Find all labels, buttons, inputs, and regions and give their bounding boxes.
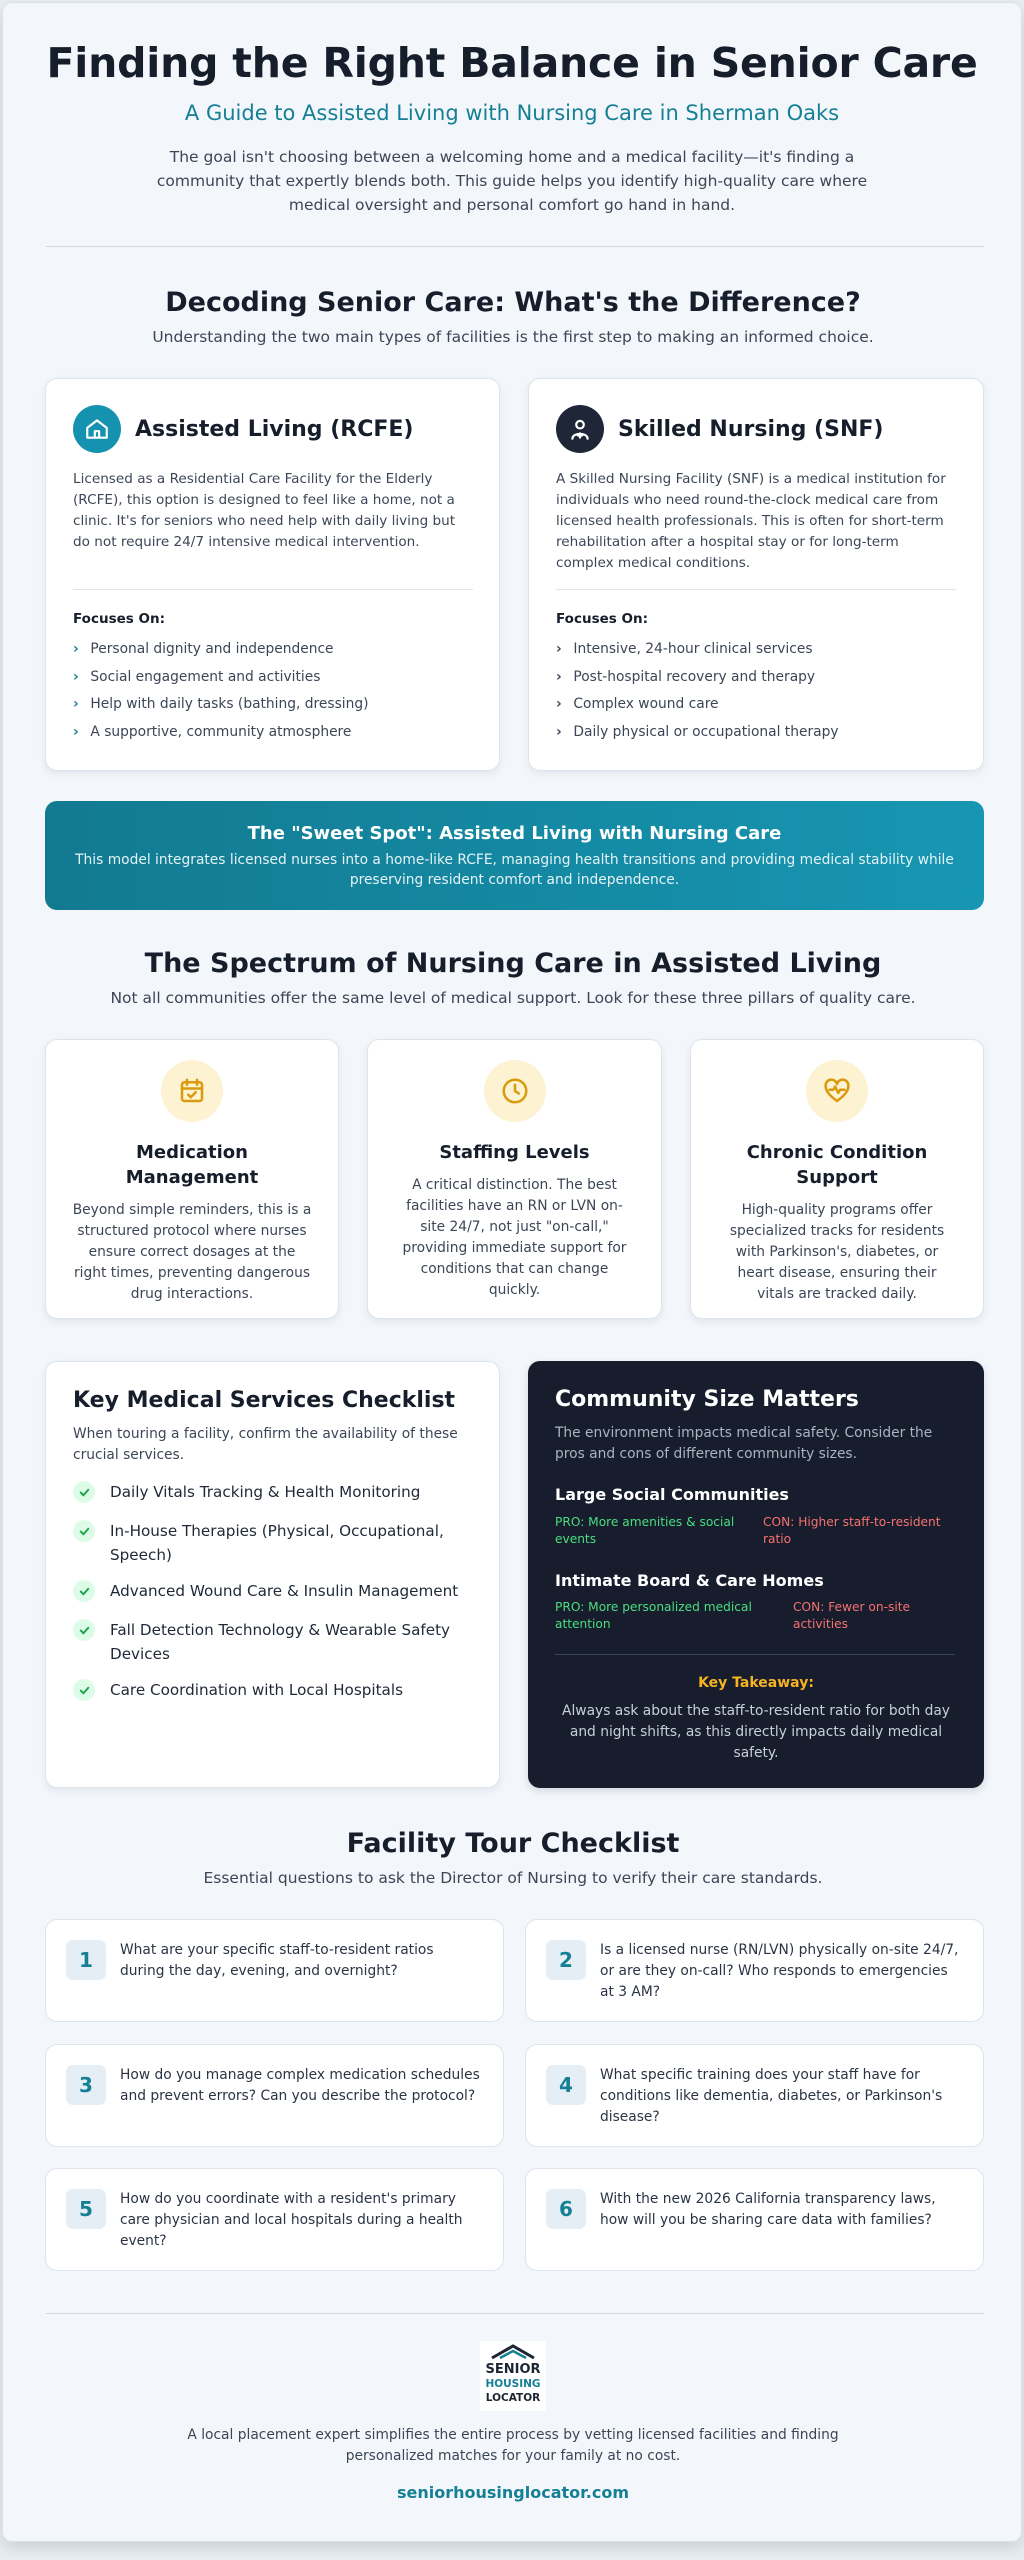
focus-list (73, 641, 369, 751)
svg-text:HOUSING: HOUSING (485, 2378, 541, 2390)
page-title: Finding the Right Balance in Senior Care (46, 39, 978, 87)
check-icon (73, 1619, 95, 1641)
question-text: How do you coordinate with a resident's primary care physician and local hospitals during a health event? (120, 2191, 463, 2249)
list-item: › Daily physical or occupational therapy (556, 723, 839, 740)
community-subtitle: The environment impacts medical safety. Consider the pros and cons of different community sizes. (555, 1425, 933, 1462)
list-item: Daily Vitals Tracking & Health Monitoring (73, 1480, 483, 1519)
assisted-living-description: Licensed as a Residential Care Facility for the Elderly (RCFE), this option is designed to feel like a home, not a clinic. It's for seniors who need help with daily living but do not require 24/7 intensive medical intervention. (73, 471, 456, 550)
divider (46, 2313, 984, 2314)
banner-description: This model integrates licensed nurses into a home-like RCFE, managing health transitions and providing medical stability while preserving resident comfort and independence. (75, 852, 954, 888)
checklist-subtitle: When touring a facility, confirm the availability of these crucial services. (73, 1426, 458, 1463)
banner-title: The "Sweet Spot": Assisted Living with Nursing Care (247, 823, 782, 844)
list-item: Advanced Wound Care & Insulin Management (73, 1579, 483, 1618)
home-icon (73, 405, 121, 453)
divider (73, 589, 473, 590)
chevron-right-icon: › (556, 723, 562, 740)
decoding-subtitle: Understanding the two main types of facilities is the first step to making an informed choice. (152, 328, 874, 346)
check-icon (73, 1679, 95, 1701)
list-item: › Post-hospital recovery and therapy (556, 668, 816, 685)
focus-label: Focuses On: (556, 611, 648, 627)
question-number: 5 (66, 2189, 106, 2229)
spectrum-title: The Spectrum of Nursing Care in Assisted Living (144, 948, 882, 979)
assisted-living-card (45, 378, 500, 771)
question-card (45, 2168, 504, 2271)
svg-text:LOCATOR: LOCATOR (485, 2392, 541, 2404)
list-item: › Social engagement and activities (73, 668, 321, 685)
tour-title: Facility Tour Checklist (346, 1828, 680, 1859)
check-icon (73, 1580, 95, 1602)
question-number: 3 (66, 2065, 106, 2105)
question-number: 4 (546, 2065, 586, 2105)
skilled-nursing-card (528, 378, 984, 771)
question-card (525, 2044, 984, 2147)
key-takeaway-label: Key Takeaway: (698, 1675, 814, 1691)
key-takeaway-text: Always ask about the staff-to-resident ratio for both day and night shifts, as this directly impacts daily medical safety. (562, 1703, 950, 1761)
question-text: Is a licensed nurse (RN/LVN) physically on-site 24/7, or are they on-call? Who responds to emergencies at 3 AM? (600, 1942, 959, 2000)
divider (555, 1654, 955, 1655)
chevron-right-icon: › (556, 641, 562, 657)
chevron-right-icon: › (73, 696, 79, 712)
pillar-description: A critical distinction. The best facilities have an RN or LVN on-site 24/7, not just "on-call," providing immediate support for conditions that can change quickly. (402, 1177, 627, 1298)
question-number: 2 (546, 1940, 586, 1980)
question-text: What specific training does your staff have for conditions like dementia, diabetes, or Parkinson's disease? (600, 2067, 943, 2125)
focus-list (556, 641, 839, 751)
pillar-card (690, 1039, 984, 1319)
chevron-right-icon: › (73, 723, 79, 740)
small-community-con: CON: Fewer on-site activities (793, 1600, 910, 1631)
senior-housing-locator-logo[interactable] (480, 2341, 546, 2411)
heart-pulse-icon (806, 1060, 868, 1122)
chevron-right-icon: › (73, 668, 79, 685)
question-number: 1 (66, 1940, 106, 1980)
footer (3, 2425, 1022, 2502)
tour-subtitle: Essential questions to ask the Director of Nursing to verify their care standards. (203, 1869, 823, 1887)
question-text: With the new 2026 California transparency laws, how will you be sharing care data with families? (600, 2191, 936, 2228)
chevron-right-icon: › (73, 641, 79, 657)
list-item: › A supportive, community atmosphere (73, 723, 352, 740)
calendar-check-icon (161, 1060, 223, 1122)
list-item: Care Coordination with Local Hospitals (73, 1678, 483, 1717)
page-intro: The goal isn't choosing between a welcoming home and a medical facility—it's finding a community that expertly blends both. This guide helps you identify high-quality care where medical oversight and personal comfort go hand in hand. (156, 148, 868, 214)
chevron-right-icon: › (556, 668, 562, 685)
question-card (45, 1919, 504, 2022)
checklist-items (73, 1480, 483, 1717)
small-community-pro: PRO: More personalized medical attention (555, 1600, 752, 1631)
footer-description: A local placement expert simplifies the entire process by vetting licensed facilities and finding personalized matches for your family at no cost. (187, 2427, 839, 2464)
nurse-icon (556, 405, 604, 453)
community-title: Community Size Matters (555, 1387, 859, 1412)
pillar-card (45, 1039, 339, 1319)
small-community-heading: Intimate Board & Care Homes (555, 1571, 824, 1590)
list-item: › Help with daily tasks (bathing, dressing) (73, 696, 369, 712)
focus-label: Focuses On: (73, 611, 165, 627)
large-community-con: CON: Higher staff-to-resident ratio (763, 1515, 941, 1546)
list-item: Fall Detection Technology & Wearable Safety Devices (73, 1618, 483, 1678)
skilled-nursing-title: Skilled Nursing (SNF) (618, 416, 884, 442)
chevron-right-icon: › (556, 696, 562, 712)
sweet-spot-banner (45, 801, 984, 910)
question-number: 6 (546, 2189, 586, 2229)
header (3, 3, 1021, 217)
website-link[interactable]: seniorhousinglocator.com (397, 2483, 629, 2502)
large-community-pro: PRO: More amenities & social events (555, 1515, 735, 1546)
checklist-title: Key Medical Services Checklist (73, 1388, 456, 1413)
list-item: › Personal dignity and independence (73, 641, 334, 657)
large-community-heading: Large Social Communities (555, 1485, 789, 1504)
divider (556, 589, 956, 590)
divider (46, 246, 984, 247)
medical-services-checklist (45, 1361, 500, 1788)
question-card (525, 1919, 984, 2022)
page-subtitle: A Guide to Assisted Living with Nursing Care in Sherman Oaks (184, 101, 840, 125)
clock-icon (484, 1060, 546, 1122)
list-item: › Complex wound care (556, 696, 719, 712)
check-icon (73, 1520, 95, 1542)
skilled-nursing-description: A Skilled Nursing Facility (SNF) is a medical institution for individuals who need round-the-clock medical care from licensed health professionals. This is often for short-term rehabilitation after a hospital stay or for long-term complex medical conditions. (556, 471, 946, 571)
pillar-title: Chronic Condition Support (746, 1142, 928, 1188)
question-card (45, 2044, 504, 2147)
decoding-title: Decoding Senior Care: What's the Difference? (165, 287, 861, 318)
pillar-description: Beyond simple reminders, this is a structured protocol where nurses ensure correct dosages at the right times, preventing dangerous drug interactions. (72, 1202, 312, 1302)
question-text: How do you manage complex medication schedules and prevent errors? Can you describe the protocol? (120, 2067, 480, 2104)
list-item: In-House Therapies (Physical, Occupational, Speech) (73, 1519, 483, 1579)
pillar-title: Medication Management (125, 1142, 259, 1188)
svg-text:SENIOR: SENIOR (485, 2362, 541, 2377)
list-item: › Intensive, 24-hour clinical services (556, 641, 813, 657)
assisted-living-title: Assisted Living (RCFE) (135, 416, 414, 442)
page (2, 2, 1022, 2542)
pillar-card (367, 1039, 662, 1319)
pillar-title: Staffing Levels (439, 1142, 590, 1163)
check-icon (73, 1481, 95, 1503)
spectrum-subtitle: Not all communities offer the same level of medical support. Look for these three pillars of quality care. (110, 989, 916, 1007)
community-size-panel (528, 1361, 984, 1788)
pillar-description: High-quality programs offer specialized tracks for residents with Parkinson's, diabetes, or heart disease, ensuring their vitals are tracked daily. (729, 1202, 945, 1302)
question-text: What are your specific staff-to-resident ratios during the day, evening, and overnight? (120, 1942, 434, 1979)
question-card (525, 2168, 984, 2271)
